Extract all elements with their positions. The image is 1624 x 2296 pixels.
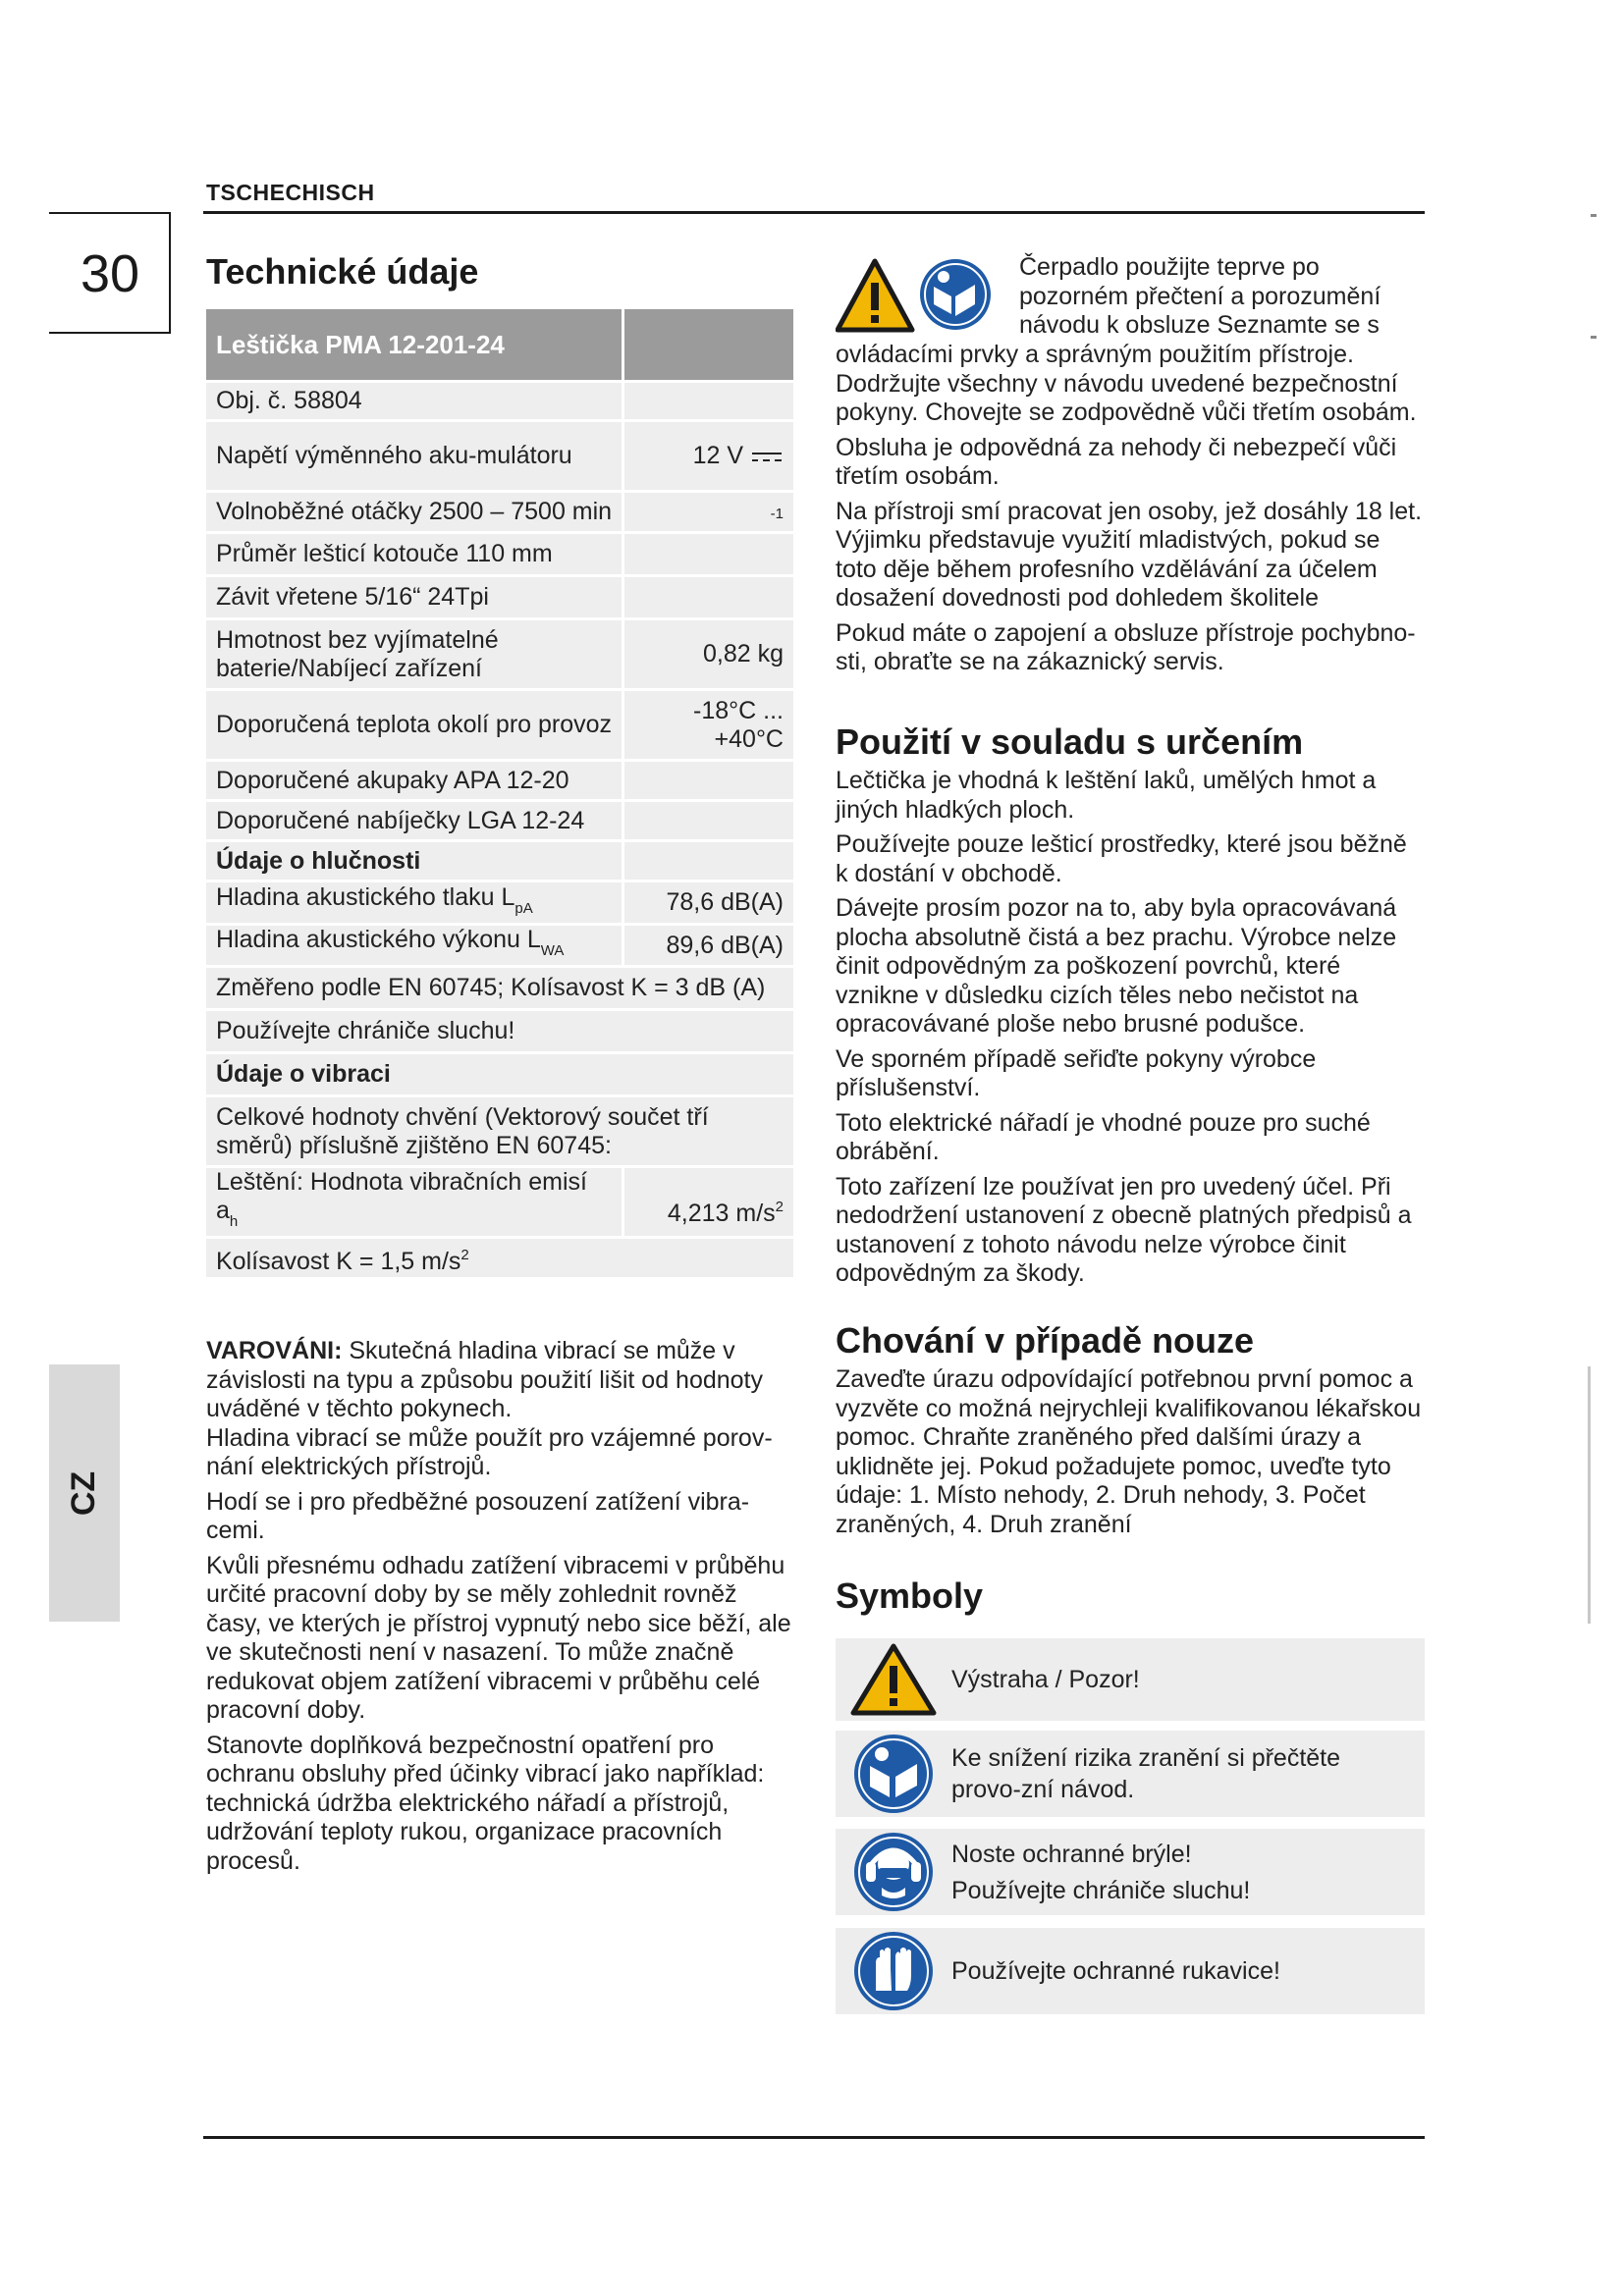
symbol-text [951,1742,1413,1805]
symbols-title: Symboly [836,1575,984,1616]
spec-empty-cell [623,801,793,841]
spec-temp-label: Doporučená teplota okolí pro provoz [206,690,623,761]
spec-empty-cell [623,761,793,801]
spec-kolisavost-exp: 2 [460,1246,469,1263]
spec-empty-cell [623,576,793,619]
spec-kolisavost: Kolísavost K = 1,5 m/s [216,1247,461,1275]
emergency-title: Chování v případě nouze [836,1320,1255,1361]
table-row [206,421,793,492]
spec-table [206,309,793,1280]
spec-spl-label: Hladina akustického tlaku L [216,882,515,911]
usage-p5: Toto elektrické nářadí je vhodné pouze pro suché obrábění. [836,1108,1371,1165]
usage-p4: Ve sporném případě seřiďte pokyny výrobce příslušenství. [836,1044,1317,1101]
spec-swl-value: 89,6 dB(A) [623,925,793,967]
warning-lead: VAROVÁNI: [206,1337,343,1364]
symbol-text-line-2: Používejte chrániče sluchu! [951,1876,1251,1904]
spec-spl-sub: pA [514,899,533,917]
symbol-text-line: Noste ochranné brýle! [951,1840,1192,1868]
emergency-p1: Zaveďte úrazu odpovídající potřebnou první pomoc a vyzvěte co možná nejrychleji kvalifikovanou lékařskou pomoc. Chraňte zraněného před dalšími úrazy a uklidněte jej. Pokud požadujete pomoc, uveďte tyto údaje: 1. Místo nehody, 2. Druh nehody, 3. Počet zraněných, 4. Druh zranění [836,1365,1422,1538]
spec-rpm-exp-cell [623,492,793,533]
warning-p3: Kvůli přesnému odhadu zatížení vibracemi v průběhu určité pracovní doby by se měly zohlednit rovněž časy, ve kterých je přístroj vypnutý nebo sice běží, ale ve skutečnosti není v nasazení. To může značně redukovat objem zatížení vibracemi v průběhu celé pracovní doby. [206,1551,791,1724]
symbol-icon-cell [836,1731,951,1817]
spec-polish-value-cell [623,1167,793,1238]
symbol-icon-cell [836,1928,951,2014]
usage-p3: Dávejte prosím pozor na to, aby byla opracovávaná plocha absolutně čistá a bez prachu. Výrobce nelze činit odpovědným za poškození povrchů, které vznikne v důsledku cizích těles nebo nečistot na opracovávané ploše nebo brusné podušce. [836,894,1397,1038]
warning-triangle-icon [838,261,912,330]
table-row [206,967,793,1010]
warning-triangle-icon [849,1642,938,1717]
symbol-row-manual [836,1731,1425,1817]
warning-p1: Skutečná hladina vibrací se může v závislosti na typu a způsobu použití lišit od hodnoty uváděné v těchto pokynech. [206,1337,764,1422]
gloves-icon [852,1930,935,2012]
margin-tick [1591,214,1597,217]
spec-vibration-total: Celkové hodnoty chvění (Vektorový součet tří směrů) příslušně zjištěno EN 60745: [206,1096,793,1167]
table-row [206,382,793,421]
page-number: 30 [80,244,140,303]
spec-swl-label-cell [206,925,623,967]
symbol-text-line: Používejte ochranné rukavice! [951,1957,1280,1985]
spec-empty-cell [623,382,793,421]
symbol-text [951,1839,1250,1906]
table-row [206,1238,793,1279]
usage-p1: Lečtička je vhodná k leštění laků, umělých hmot a jiných hladkých ploch. [836,767,1377,824]
warning-p1b: Hladina vibrací se může použít pro vzájemné porov-nání elektrických přístrojů. [206,1423,773,1480]
spec-chargers: Doporučené nabíječky LGA 12-24 [206,801,623,841]
tech-data-title: Technické údaje [206,251,479,292]
spec-empty-cell [623,533,793,576]
spec-table-header: Leštička PMA 12-201-24 [206,309,623,382]
symbol-row-warning [836,1638,1425,1721]
table-row [206,1053,793,1096]
spec-swl-label: Hladina akustického výkonu L [216,926,541,953]
spec-rpm-label: Volnoběžné otáčky 2500 – 7500 min [206,492,623,533]
read-manual-icon [920,259,991,330]
header-rule [203,211,1425,214]
language-side-tab-label-wrap [49,1364,120,1622]
spec-rpm-exp: -1 [770,506,784,522]
spec-voltage-value-cell [623,421,793,492]
spec-obj: Obj. č. 58804 [206,382,623,421]
spec-spl-label-cell [206,881,623,925]
table-row [206,1096,793,1167]
symbol-text-line: Výstraha / Pozor! [951,1666,1140,1693]
usage-title: Použití v souladu s určením [836,721,1304,762]
symbol-icon-cell [836,1829,951,1915]
spec-polish-sub: h [229,1213,239,1230]
warning-p2: Hodí se i pro předběžné posouzení zatížení vibra-cemi. [206,1487,750,1544]
emergency-body [836,1365,1425,1545]
spec-table-header-row [206,309,793,382]
table-row [206,841,793,881]
spec-diameter: Průměr lešticí kotouče 110 mm [206,533,623,576]
spec-polish-label: Leštění: Hodnota vibračních emisí a [216,1168,587,1224]
usage-p2: Používejte pouze lešticí prostředky, které jsou běžně k dostání v obchodě. [836,830,1407,887]
vibration-warning [206,1337,795,1882]
dc-symbol-icon [750,450,784,463]
table-row [206,1167,793,1238]
intro-head: Čerpadlo použijte teprve po pozorném přečtení a porozumění návodu k obsluze Seznamte se s [1019,253,1381,339]
spec-weight-value: 0,82 kg [623,619,793,690]
spec-voltage-value: 12 V [692,442,744,469]
spec-polish-label-cell [206,1167,623,1238]
spec-temp-value: -18°C ... +40°C [623,690,793,761]
spec-table-header-blank [623,309,793,382]
spec-voltage-label: Napětí výměnného aku-mulátoru [206,421,623,492]
section-language-label: TSCHECHISCH [206,180,375,205]
spec-swl-sub: WA [540,942,565,959]
intro-p2: Obsluha je odpovědná za nehody či nebezpečí vůči třetím osobám. [836,433,1397,490]
margin-tick [1591,336,1597,339]
symbol-text [951,1664,1140,1695]
symbol-row-gloves [836,1928,1425,2014]
usage-body [836,767,1425,1295]
margin-marker [1588,1366,1591,1624]
table-row [206,761,793,801]
table-row [206,925,793,967]
spec-polish-exp: 2 [775,1199,784,1215]
table-row [206,1010,793,1053]
spec-polish-value: 4,213 m/s [667,1200,776,1227]
symbol-row-goggles-ear [836,1829,1425,1915]
warning-paragraph [206,1337,795,1424]
symbol-text [951,1955,1280,1987]
spec-weight-label: Hmotnost bez vyjímatelné baterie/Nabíjecí zařízení [206,619,623,690]
table-row [206,619,793,690]
spec-packs: Doporučené akupaky APA 12-20 [206,761,623,801]
usage-p6: Toto zařízení lze používat jen pro uvedený účel. Při nedodržení ustanovení z obecně platných předpisů a ustanovení z tohoto návodu nelze výrobce činit odpovědným za škody. [836,1172,1412,1287]
spec-kolisavost-cell [206,1238,793,1279]
table-row [206,801,793,841]
spec-empty-cell [623,841,793,881]
spec-noise-title: Údaje o hlučnosti [206,841,623,881]
intro-p3: Na přístroji smí pracovat jen osoby, jež dosáhly 18 let. Výjimku představuje využití mladistvých, pokud se toto děje během profesního vzdělávání za účelem dosažení dovednosti pod dohledem školitele [836,497,1423,612]
intro-icons [836,257,993,336]
spec-spl-value: 78,6 dB(A) [623,881,793,925]
table-row [206,492,793,533]
intro-body [836,341,1425,683]
table-row [206,576,793,619]
language-side-tab-label: CZ [65,1470,103,1516]
table-row [206,533,793,576]
goggles-ear-protection-icon [852,1831,935,1913]
table-row [206,690,793,761]
warning-p4: Stanovte doplňková bezpečnostní opatření pro ochranu obsluhy před účinky vibrací jako například: technická údržba elektrického nářadí a přístrojů, udržování teploty rukou, organizace pracovních procesů. [206,1731,765,1875]
symbol-text-line: Ke snížení rizika zranění si přečtěte provo-zní návod. [951,1744,1341,1803]
symbol-icon-cell [836,1638,951,1721]
spec-measured: Změřeno podle EN 60745; Kolísavost K = 3 dB (A) [206,967,793,1010]
intro-p1-tail: ovládacími prvky a správným použitím přístroje. Dodržujte všechny v návodu uvedené bezpečnostní pokyny. Chovejte se zodpovědně vůči třetím osobám. [836,341,1417,426]
spec-ear-protection: Používejte chrániče sluchu! [206,1010,793,1053]
table-row [206,881,793,925]
footer-rule [203,2136,1425,2139]
spec-vibration-title: Údaje o vibraci [206,1053,793,1096]
read-manual-icon [852,1733,935,1815]
spec-thread: Závit vřetene 5/16“ 24Tpi [206,576,623,619]
intro-p4: Pokud máte o zapojení a obsluze přístroje pochybno-sti, obraťte se na zákaznický servis. [836,618,1416,675]
